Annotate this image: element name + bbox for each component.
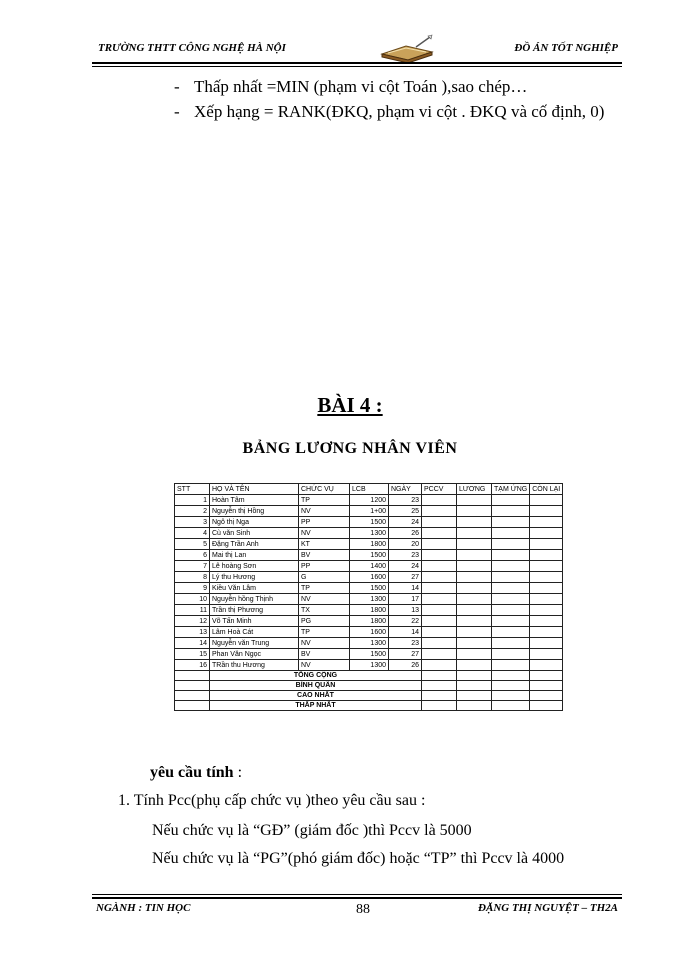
table-cell: 27 [389,649,422,660]
table-cell: 24 [389,561,422,572]
table-cell [457,539,492,550]
table-cell [530,691,563,701]
summary-label: BÌNH QUÂN [210,681,422,691]
col-stt: STT [175,484,210,495]
table-cell: 14 [389,627,422,638]
table-cell: 13 [389,605,422,616]
table-cell [422,638,457,649]
table-cell: 15 [175,649,210,660]
col-lcb: LCB [350,484,389,495]
table-cell: 4 [175,528,210,539]
requirement-item: 1. Tính Pcc(phụ cấp chức vụ )theo yêu cầu sau : [118,792,426,809]
table-cell: NV [299,594,350,605]
table-header-row [175,484,563,495]
table-cell [530,561,563,572]
table-cell: 1+00 [350,506,389,517]
bullet-text: Thấp nhất =MIN (phạm vi cột Toán ),sao chép… [194,77,528,96]
table-cell [457,583,492,594]
table-cell: Mai thị Lan [210,550,299,561]
table-cell: Kiều Văn Lâm [210,583,299,594]
table-cell: KT [299,539,350,550]
table-cell: NV [299,638,350,649]
table-cell: 1500 [350,550,389,561]
table-row [175,495,563,506]
footer-department: NGÀNH : TIN HỌC [96,902,191,914]
table-cell [530,539,563,550]
table-row [175,539,563,550]
summary-row [175,701,563,711]
table-cell [492,517,530,528]
table-cell [457,616,492,627]
table-cell: 27 [389,572,422,583]
table-cell [457,638,492,649]
table-row [175,627,563,638]
table-cell: 5 [175,539,210,550]
table-cell [422,550,457,561]
table-cell [422,506,457,517]
table-cell [530,627,563,638]
table-cell [530,681,563,691]
table-cell: 12 [175,616,210,627]
table-cell: 26 [389,528,422,539]
table-cell [530,550,563,561]
summary-label: THẤP NHẤT [210,701,422,711]
col-remaining: CÒN LẠI [530,484,563,495]
table-cell [457,660,492,671]
table-cell [457,594,492,605]
exercise-title-text: BÀI 4 : [317,393,383,417]
table-cell: 1 [175,495,210,506]
table-cell [492,583,530,594]
table-cell [422,594,457,605]
table-cell: G [299,572,350,583]
table-cell [457,701,492,711]
table-cell: TRần thu Hương [210,660,299,671]
col-days: NGÀY [389,484,422,495]
table-cell [530,583,563,594]
table-cell [492,638,530,649]
table-cell [530,594,563,605]
table-cell: 14 [175,638,210,649]
table-cell [492,691,530,701]
table-cell [422,528,457,539]
table-cell [457,495,492,506]
table-row [175,506,563,517]
table-cell: TX [299,605,350,616]
table-cell [457,506,492,517]
table-cell: 2 [175,506,210,517]
table-cell [457,627,492,638]
table-cell: Phan Văn Ngọc [210,649,299,660]
table-cell [492,605,530,616]
table-row [175,517,563,528]
table-cell: Đặng Trần Anh [210,539,299,550]
table-cell [492,701,530,711]
table-cell: NV [299,506,350,517]
table-cell: 17 [389,594,422,605]
table-cell: 1500 [350,583,389,594]
bullet-text: Xếp hạng = RANK(ĐKQ, phạm vi cột . ĐKQ và cố định, 0) [194,102,605,121]
table-cell: 6 [175,550,210,561]
table-cell [457,528,492,539]
table-cell: NV [299,528,350,539]
table-cell [492,539,530,550]
summary-row [175,671,563,681]
table-cell: 1400 [350,561,389,572]
table-cell: Trần thị Phương [210,605,299,616]
table-cell [457,572,492,583]
table-cell [530,506,563,517]
table-cell [530,517,563,528]
page-footer [92,894,622,924]
table-cell [422,660,457,671]
summary-row [175,691,563,701]
table-cell: Nguyễn thị Hồng [210,506,299,517]
table-cell [492,561,530,572]
footer-rule-thin [92,894,622,895]
table-cell [457,649,492,660]
table-cell [530,605,563,616]
table-cell: 26 [389,660,422,671]
table-cell [422,605,457,616]
table-cell [457,691,492,701]
table-cell: 7 [175,561,210,572]
table-cell: 1800 [350,605,389,616]
table-row [175,561,563,572]
table-cell [457,671,492,681]
table-row [175,649,563,660]
exercise-title [0,393,700,418]
table-cell: Cù văn Sinh [210,528,299,539]
table-cell [422,691,457,701]
page-header [92,28,622,68]
table-cell [175,671,210,681]
table-cell: Lâm Hoà Cát [210,627,299,638]
table-cell [422,701,457,711]
col-salary: LƯƠNG [457,484,492,495]
header-school: TRƯỜNG THTT CÔNG NGHỆ HÀ NỘI [98,42,286,54]
table-cell: 10 [175,594,210,605]
col-pccv: PCCV [422,484,457,495]
table-row [175,550,563,561]
table-cell: 8 [175,572,210,583]
table-cell [492,550,530,561]
table-cell: 24 [389,517,422,528]
table-cell: 11 [175,605,210,616]
table-row [175,572,563,583]
table-cell [530,495,563,506]
table-cell [530,701,563,711]
table-cell [530,660,563,671]
footer-rule [92,897,622,899]
table-cell: PP [299,561,350,572]
table-cell: 25 [389,506,422,517]
salary-table [174,483,563,711]
bullet-item: - Thấp nhất =MIN (phạm vi cột Toán ),sao chép… [174,77,528,96]
book-icon [378,34,436,64]
table-row [175,583,563,594]
table-cell: Ngô thị Nga [210,517,299,528]
table-row [175,660,563,671]
bullet-item: - Xếp hạng = RANK(ĐKQ, phạm vi cột . ĐKQ và cố định, 0) [174,102,605,121]
table-cell [457,605,492,616]
table-title: BẢNG LƯƠNG NHÂN VIÊN [242,440,458,457]
requirement-line: Nếu chức vụ là “GĐ” (giám đốc )thì Pccv là 5000 [152,822,472,839]
table-cell: 23 [389,495,422,506]
table-cell [422,627,457,638]
table-row [175,616,563,627]
table-cell: PG [299,616,350,627]
table-cell [422,539,457,550]
table-cell: TP [299,495,350,506]
table-cell: 1300 [350,638,389,649]
col-advance: TẠM ỨNG [492,484,530,495]
col-position: CHỨC VỤ [299,484,350,495]
table-cell [530,671,563,681]
table-cell: 16 [175,660,210,671]
table-cell: Nguyễn hồng Thịnh [210,594,299,605]
table-cell [492,528,530,539]
table-cell: 9 [175,583,210,594]
table-cell: Lê hoàng Sơn [210,561,299,572]
table-cell [422,583,457,594]
table-cell [422,681,457,691]
table-row [175,605,563,616]
table-cell: 1500 [350,517,389,528]
table-cell [530,638,563,649]
table-cell [492,594,530,605]
table-cell: Hoàn Tâm [210,495,299,506]
table-cell [492,681,530,691]
requirement-colon: : [233,764,243,781]
requirement-line: Nếu chức vụ là “PG”(phó giám đốc) hoặc “TP” thì Pccv là 4000 [152,850,565,867]
table-cell [457,681,492,691]
table-cell: NV [299,660,350,671]
table-cell: 1200 [350,495,389,506]
table-cell: 23 [389,638,422,649]
table-cell [492,671,530,681]
summary-label: TỔNG CỘNG [210,671,422,681]
table-cell [175,681,210,691]
table-cell [492,660,530,671]
table-cell [530,572,563,583]
table-cell [492,495,530,506]
footer-author: ĐẶNG THỊ NGUYỆT – TH2A [478,902,618,914]
table-cell: 1800 [350,616,389,627]
requirement-heading [150,764,242,782]
table-cell: Lý thu Hương [210,572,299,583]
table-cell [422,671,457,681]
table-cell [492,616,530,627]
table-cell: 1600 [350,627,389,638]
table-cell [422,495,457,506]
table-cell: 1300 [350,594,389,605]
table-cell [530,616,563,627]
header-rule [92,62,622,64]
table-cell: 23 [389,550,422,561]
table-cell [422,572,457,583]
table-cell: 20 [389,539,422,550]
table-cell [175,701,210,711]
bullet-list [174,74,604,124]
table-row [175,528,563,539]
table-row [175,594,563,605]
table-cell [492,506,530,517]
table-cell [530,528,563,539]
table-cell: 13 [175,627,210,638]
table-row [175,638,563,649]
table-cell: Nguyễn văn Trung [210,638,299,649]
table-cell: TP [299,627,350,638]
table-cell: PP [299,517,350,528]
col-name: HỌ VÀ TÊN [210,484,299,495]
table-cell: 1500 [350,649,389,660]
table-cell [492,649,530,660]
table-cell: 1600 [350,572,389,583]
requirement-label: yêu cầu tính [150,764,234,781]
table-cell [457,550,492,561]
table-cell: Võ Tấn Minh [210,616,299,627]
table-cell [422,649,457,660]
header-rule-thin [92,66,622,67]
table-cell [492,572,530,583]
table-cell: 1800 [350,539,389,550]
table-cell: TP [299,583,350,594]
page-number: 88 [356,902,370,917]
table-cell: BV [299,649,350,660]
table-cell [422,561,457,572]
table-cell: 1300 [350,660,389,671]
table-cell [530,649,563,660]
table-cell: 3 [175,517,210,528]
table-cell [422,616,457,627]
table-cell: 1300 [350,528,389,539]
table-cell [492,627,530,638]
table-cell: 14 [389,583,422,594]
table-cell [422,517,457,528]
table-cell [457,517,492,528]
summary-row [175,681,563,691]
table-cell: BV [299,550,350,561]
table-cell [457,561,492,572]
summary-label: CAO NHẤT [210,691,422,701]
header-title: ĐỒ ÁN TỐT NGHIỆP [514,42,618,54]
table-cell: 22 [389,616,422,627]
table-cell [175,691,210,701]
